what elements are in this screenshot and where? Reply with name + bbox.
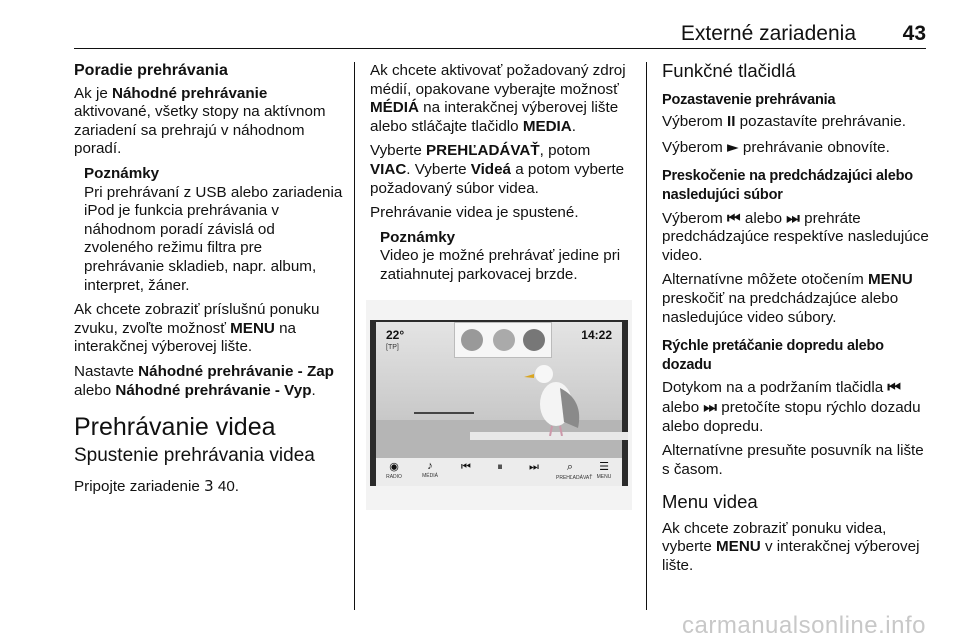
music-tab-icon[interactable] [461, 329, 483, 351]
term-media: MÉDIÁ [370, 99, 419, 117]
heading-start-video: Spustenie prehrávania videa [74, 444, 315, 466]
subheading-skip: Preskočenie na predchádzajúci alebo nasledujúci súbor [662, 168, 913, 203]
text: Nastavte [74, 362, 139, 380]
text: alebo [74, 381, 116, 399]
term-browse: PREHĽADÁVAŤ [426, 142, 540, 160]
media-button[interactable] [416, 460, 444, 479]
term-shuffle-on: Náhodné prehrávanie - Zap [138, 362, 334, 380]
control-label: RADIO [386, 474, 402, 480]
interaction-selector-bar [376, 458, 622, 486]
text: Alternatívne môžete otočením [662, 271, 868, 289]
heading-video-playback: Prehrávanie videa [74, 413, 276, 442]
subheading-fast-forward: Rýchle pretáčanie dopredu alebo dozadu [662, 338, 884, 373]
seagull-image [520, 356, 590, 436]
text: . [571, 117, 576, 135]
paragraph-menu [74, 301, 346, 357]
text: alebo [740, 209, 787, 227]
paragraph-shuffle [74, 85, 346, 159]
paragraph-fast-forward [662, 378, 930, 436]
paragraph-media-source [370, 62, 634, 136]
text: Ak je [74, 84, 112, 102]
pause-icon: ⏸ [497, 460, 503, 473]
page-reference[interactable]: 40. [213, 478, 240, 496]
column-2 [370, 62, 634, 291]
traffic-program-indicator: [TP] [386, 344, 399, 351]
previous-icon: ⏮ [461, 460, 471, 473]
next-icon: ⏭ [703, 397, 718, 416]
text: Ak chcete zobraziť ponuku videa, vyberte [662, 519, 887, 556]
paragraph-alt-menu [662, 271, 930, 327]
search-icon: ⌕ [566, 460, 574, 473]
text: na interakčnej výberovej lište alebo stláčajte tlačidlo [370, 99, 619, 135]
play-icon: ► [727, 137, 739, 156]
control-label: MENU [596, 474, 612, 480]
column-1 [74, 62, 346, 503]
previous-icon: ⏮ [727, 208, 741, 227]
heading-function-buttons: Funkčné tlačidlá [662, 60, 796, 81]
text: . [311, 381, 316, 399]
text: , potom [539, 142, 591, 160]
column-divider-1 [354, 62, 355, 610]
usb-tab-icon[interactable] [493, 329, 515, 351]
note-title: Poznámky [84, 164, 160, 182]
text: Pripojte zariadenie [74, 478, 205, 496]
header-rule [74, 48, 926, 49]
text: v interakčnej výberovej lište. [662, 538, 920, 575]
subheading-pause: Pozastavenie prehrávania [662, 91, 836, 108]
bluetooth-tab-icon[interactable] [523, 329, 545, 351]
previous-icon: ⏮ [887, 378, 902, 397]
page-header [74, 22, 926, 50]
term-menu: MENU [867, 271, 913, 289]
temperature-readout: 22° [386, 328, 405, 342]
control-label: MÉDIÁ [422, 473, 438, 479]
control-label: PREHĽADÁVAŤ [556, 475, 593, 481]
next-icon: ⏭ [529, 460, 539, 473]
paragraph-pause [662, 113, 930, 132]
radio-button[interactable] [380, 460, 408, 480]
text: na interakčnej výberovej lište. [74, 319, 296, 356]
menu-icon: ☰ [599, 460, 609, 473]
radio-icon: ◉ [389, 461, 399, 473]
time-slider[interactable] [414, 412, 474, 414]
text: Vyberte [370, 142, 426, 160]
term-more: VIAC [370, 160, 407, 178]
term-media-button: MEDIA [522, 117, 572, 135]
pause-icon: II [727, 113, 736, 131]
page-number: 43 [902, 22, 926, 45]
note-parking-brake [380, 229, 634, 285]
video-screen-figure [366, 300, 632, 510]
text: Dotykom na a podržaním tlačidla [662, 379, 888, 397]
text: prehrávanie obnovíte. [738, 138, 890, 156]
paragraph-browse [370, 142, 634, 198]
heading-video-menu: Menu videa [662, 491, 758, 513]
watermark: carmanualsonline.info [682, 612, 926, 639]
note-shuffle [84, 165, 346, 295]
display-bezel [370, 320, 628, 486]
text: alebo [662, 398, 704, 416]
note-text: Video je možné prehrávať jedine pri zatiahnutej parkovacej brzde. [380, 247, 621, 283]
paragraph-alt-slider: Alternatívne presuňte posuvník na lište s časom. [662, 442, 924, 478]
next-button[interactable] [520, 460, 548, 475]
paragraph-resume [662, 138, 930, 158]
column-3 [662, 62, 930, 582]
text: Výberom [662, 138, 727, 156]
heading-playback-order: Poradie prehrávania [74, 62, 228, 79]
next-icon: ⏭ [786, 208, 800, 227]
browse-button[interactable] [556, 460, 593, 481]
paragraph-connect [74, 477, 346, 497]
term-menu: MENU [230, 319, 275, 337]
text: Výberom [662, 209, 727, 227]
music-note-icon: ♪ [427, 460, 433, 472]
text: Ak chcete aktivovať požadovaný zdroj médií, opakovane vyberajte možnosť [370, 62, 626, 98]
note-title: Poznámky [380, 228, 456, 246]
text: a potom vyberte požadovaný súbor videa. [370, 160, 625, 197]
previous-button[interactable] [452, 460, 480, 475]
text: Ak chcete zobraziť príslušnú ponuku zvuku, zvoľte možnosť [74, 301, 320, 337]
term-menu: MENU [716, 538, 761, 556]
note-text: Pri prehrávaní z USB alebo zariadenia iPod je funkcia prehrávania v náhodnom poradí závislá od zvoleného režimu filtra pre prehrávanie skladieb, napr. album, interpret, žáner. [84, 183, 343, 294]
clock-readout: 14:22 [581, 328, 612, 342]
paragraph-video-menu [662, 520, 930, 576]
text: pretočíte stopu rýchlo dozadu alebo dopredu. [662, 398, 921, 435]
paragraph-skip [662, 209, 930, 266]
term-videos: Videá [470, 160, 511, 178]
text: aktivované, všetky stopy na aktívnom zariadení sa prehrajú v náhodnom poradí. [74, 103, 326, 158]
source-tabs [454, 322, 552, 358]
term-shuffle: Náhodné prehrávanie [111, 84, 268, 102]
text: pozastavíte prehrávanie. [735, 113, 906, 131]
term-shuffle-off: Náhodné prehrávanie - Vyp [115, 381, 312, 399]
menu-button[interactable] [590, 460, 618, 480]
paragraph-started: Prehrávanie videa je spustené. [370, 204, 579, 222]
column-divider-2 [646, 62, 647, 610]
pause-button[interactable] [486, 460, 514, 475]
page-reference-arrow-icon: 3 [204, 477, 214, 496]
text: preskočiť na predchádzajúce alebo nasledujúce video súbory. [662, 289, 899, 326]
text: Výberom [662, 113, 727, 131]
text: prehráte predchádzajúce respektíve nasledujúce video. [662, 209, 929, 264]
text: . Vyberte [406, 160, 471, 178]
paragraph-set-shuffle [74, 363, 346, 400]
section-title: Externé zariadenia [680, 22, 856, 45]
